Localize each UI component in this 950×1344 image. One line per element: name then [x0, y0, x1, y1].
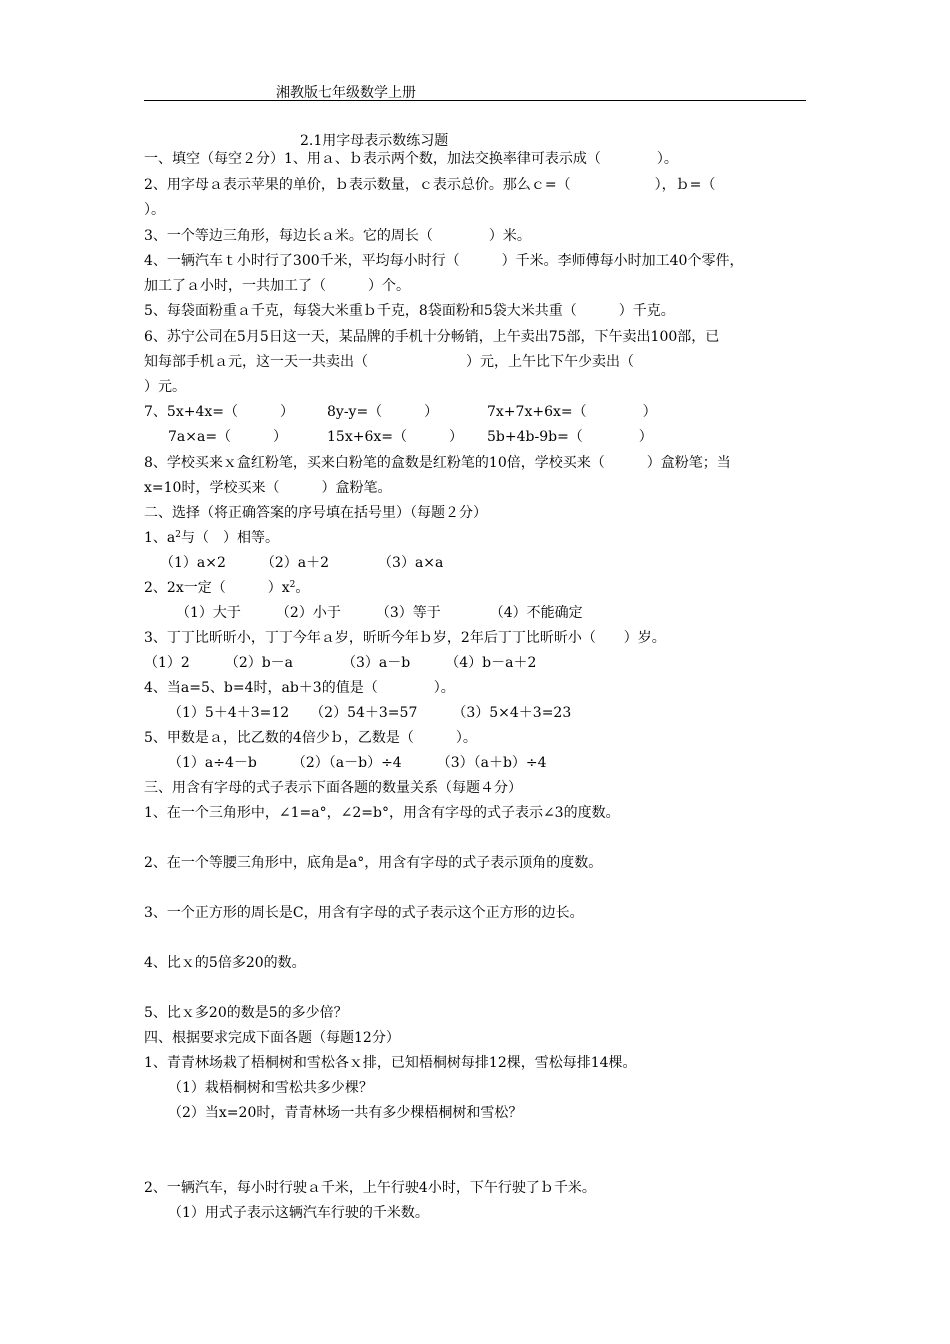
sec1-line-14: x=10时，学校买来（ ）盒粉笔。: [144, 480, 392, 496]
q7-expr-b: 8y-y=（ ）: [327, 404, 439, 420]
sec4-q1-part2: （2）当x=20时，青青林场一共有多少棵梧桐树和雪松？: [168, 1105, 523, 1121]
sec1-line-2: 2、用字母ａ表示苹果的单价，ｂ表示数量，ｃ表示总价。那么ｃ=（ ），ｂ=（: [144, 177, 716, 193]
worksheet-title: 2.1用字母表示数练习题: [300, 133, 449, 149]
sec2-q1: 1、$a^2$与（ ）相等。: [144, 530, 279, 546]
sec3-heading: 三、用含有字母的式子表示下面各题的数量关系（每题４分）: [144, 780, 522, 796]
sec2-q1-options: （1）a×2 （2）a＋2 （3）a×a: [160, 555, 444, 571]
sec1-line-6: 加工了ａ小时，一共加工了（ ）个。: [144, 278, 410, 294]
q7-expr-f: 5b+4b-9b=（ ）: [487, 429, 653, 445]
q7-expr-a: 7、5x+4x=（ ）: [144, 404, 294, 420]
sec4-q1: 1、青青林场栽了梧桐树和雪松各ｘ排，已知梧桐树每排12棵，雪松每排14棵。: [144, 1055, 637, 1071]
sec3-q2: 2、在一个等腰三角形中，底角是a°，用含有字母的式子表示顶角的度数。: [144, 855, 603, 871]
sec3-q4: 4、比ｘ的5倍多20的数。: [144, 955, 306, 971]
sec4-q2-part1: （1）用式子表示这辆汽车行驶的千米数。: [168, 1205, 429, 1221]
sec2-q2: 2、2x一定（ ）$x^2$。: [144, 580, 310, 596]
sec1-line-10: ）元。: [144, 379, 186, 395]
header-rule: [144, 100, 806, 101]
page-header: 湘教版七年级数学上册: [276, 85, 416, 101]
sec2-q2-options: （1）大于 （2）小于 （3）等于 （4）不能确定: [176, 605, 583, 621]
sec1-line-5: 4、一辆汽车ｔ小时行了300千米，平均每小时行（ ）千米。李师傅每小时加工40个零件，: [144, 253, 744, 269]
sec1-line-13: 8、学校买来ｘ盒红粉笔，买来白粉笔的盒数是红粉笔的10倍，学校买来（ ）盒粉笔；当: [144, 455, 731, 471]
q7-expr-e: 15x+6x=（ ）: [327, 429, 463, 445]
sec1-line-8: 6、苏宁公司在5月5日这一天，某品牌的手机十分畅销，上午卖出75部，下午卖出100部，已: [144, 329, 720, 345]
sec1-line-7: 5、每袋面粉重ａ千克，每袋大米重ｂ千克，8袋面粉和5袋大米共重（ ）千克。: [144, 303, 675, 319]
sec4-heading: 四、根据要求完成下面各题（每题12分）: [144, 1030, 400, 1046]
q7-expr-d: 7a×a=（ ）: [168, 429, 288, 445]
sec2-q3: 3、丁丁比昕昕小，丁丁今年ａ岁，昕昕今年ｂ岁，2年后丁丁比昕昕小（ ）岁。: [144, 630, 666, 646]
sec3-q5: 5、比ｘ多20的数是5的多少倍？: [144, 1005, 348, 1021]
sec2-q4: 4、当a=5、b=4时，ab＋3的值是（ ）。: [144, 680, 455, 696]
sec1-line-4: 3、一个等边三角形，每边长ａ米。它的周长（ ）米。: [144, 228, 531, 244]
sec1-line-3: ）。: [144, 202, 165, 218]
sec2-heading: 二、选择（将正确答案的序号填在括号里）（每题２分）: [144, 505, 487, 521]
sec4-q1-part1: （1）栽梧桐树和雪松共多少棵？: [168, 1080, 373, 1096]
sec1-line-1: 一、填空（每空２分）1、用ａ、ｂ表示两个数，加法交换率律可表示成（ ）。: [144, 151, 678, 167]
sec3-q1: 1、在一个三角形中，∠1=a°，∠2=b°，用含有字母的式子表示∠3的度数。: [144, 805, 620, 821]
sec1-line-9: 知每部手机ａ元，这一天一共卖出（ ）元，上午比下午少卖出（: [144, 354, 634, 370]
q7-expr-c: 7x+7x+6x=（ ）: [487, 404, 657, 420]
sec2-q5-options: （1）a÷4－b （2）（a－b）÷4 （3）（a＋b）÷4: [168, 755, 547, 771]
sec2-q4-options: （1）5＋4＋3=12 （2）54＋3=57 （3）5×4＋3=23: [168, 705, 572, 721]
sec4-q2: 2、一辆汽车，每小时行驶ａ千米，上午行驶4小时，下午行驶了ｂ千米。: [144, 1180, 596, 1196]
sec2-q5: 5、甲数是ａ，比乙数的4倍少ｂ，乙数是（ ）。: [144, 730, 477, 746]
sec2-q3-options: （1）2 （2）b－a （3）a－b （4）b－a＋2: [144, 655, 537, 671]
sec3-q3: 3、一个正方形的周长是C，用含有字母的式子表示这个正方形的边长。: [144, 905, 584, 921]
